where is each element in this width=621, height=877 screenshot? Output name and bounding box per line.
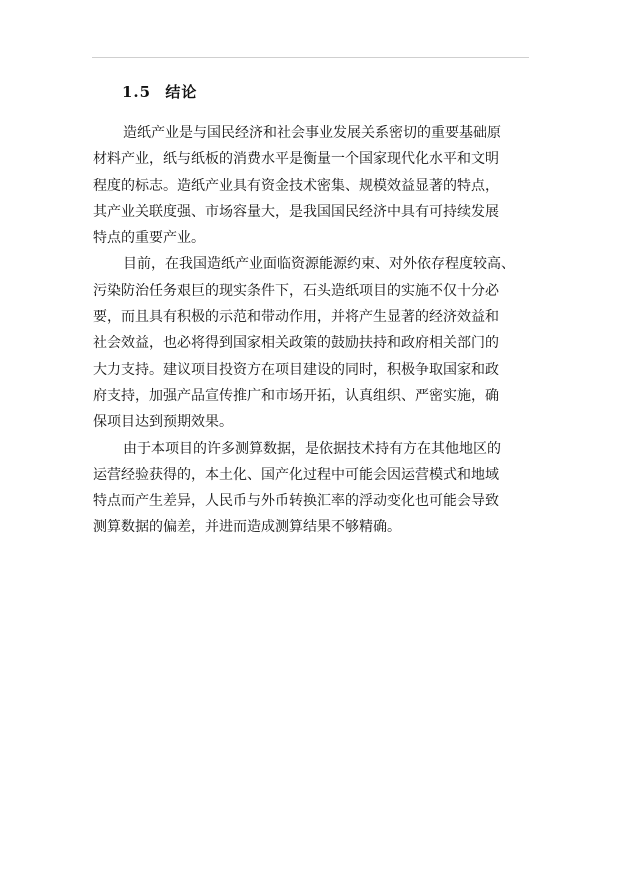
text-line: 程度的标志。造纸产业具有资金技术密集、规模效益显著的特点， <box>93 177 499 194</box>
paragraph <box>93 120 527 251</box>
text-line: 目前，在我国造纸产业面临资源能源约束、对外依存程度较高、 <box>123 256 515 273</box>
paragraph <box>93 436 527 541</box>
text-line: 污染防治任务艰巨的现实条件下，石头造纸项目的实施不仅十分必 <box>93 282 499 299</box>
body-text <box>93 120 527 541</box>
header-rule <box>92 57 529 58</box>
section-heading <box>122 80 197 104</box>
section-number: 1.5 <box>122 83 152 101</box>
text-line: 测算数据的偏差，并进而造成测算结果不够精确。 <box>93 519 401 536</box>
text-line: 由于本项目的许多测算数据，是依据技术持有方在其他地区的 <box>123 440 501 457</box>
text-line: 运营经验获得的，本土化、国产化过程中可能会因运营模式和地域 <box>93 466 499 483</box>
text-line: 其产业关联度强、市场容量大，是我国国民经济中具有可持续发展 <box>93 203 499 220</box>
text-line: 特点而产生差异，人民币与外币转换汇率的浮动变化也可能会导致 <box>93 493 499 510</box>
text-line: 特点的重要产业。 <box>93 230 205 247</box>
text-line: 保项目达到预期效果。 <box>93 414 233 431</box>
section-title: 结论 <box>165 83 198 101</box>
text-line: 社会效益，也必将得到国家相关政策的鼓励扶持和政府相关部门的 <box>93 335 499 352</box>
text-line: 造纸产业是与国民经济和社会事业发展关系密切的重要基础原 <box>123 125 501 141</box>
text-line: 要，而且具有积极的示范和带动作用，并将产生显著的经济效益和 <box>93 309 499 326</box>
paragraph <box>93 251 527 435</box>
text-line: 大力支持。建议项目投资方在项目建设的同时，积极争取国家和政 <box>93 361 499 378</box>
text-line: 材料产业，纸与纸板的消费水平是衡量一个国家现代化水平和文明 <box>93 151 499 168</box>
text-line: 府支持，加强产品宣传推广和市场开拓，认真组织、严密实施，确 <box>93 387 499 404</box>
